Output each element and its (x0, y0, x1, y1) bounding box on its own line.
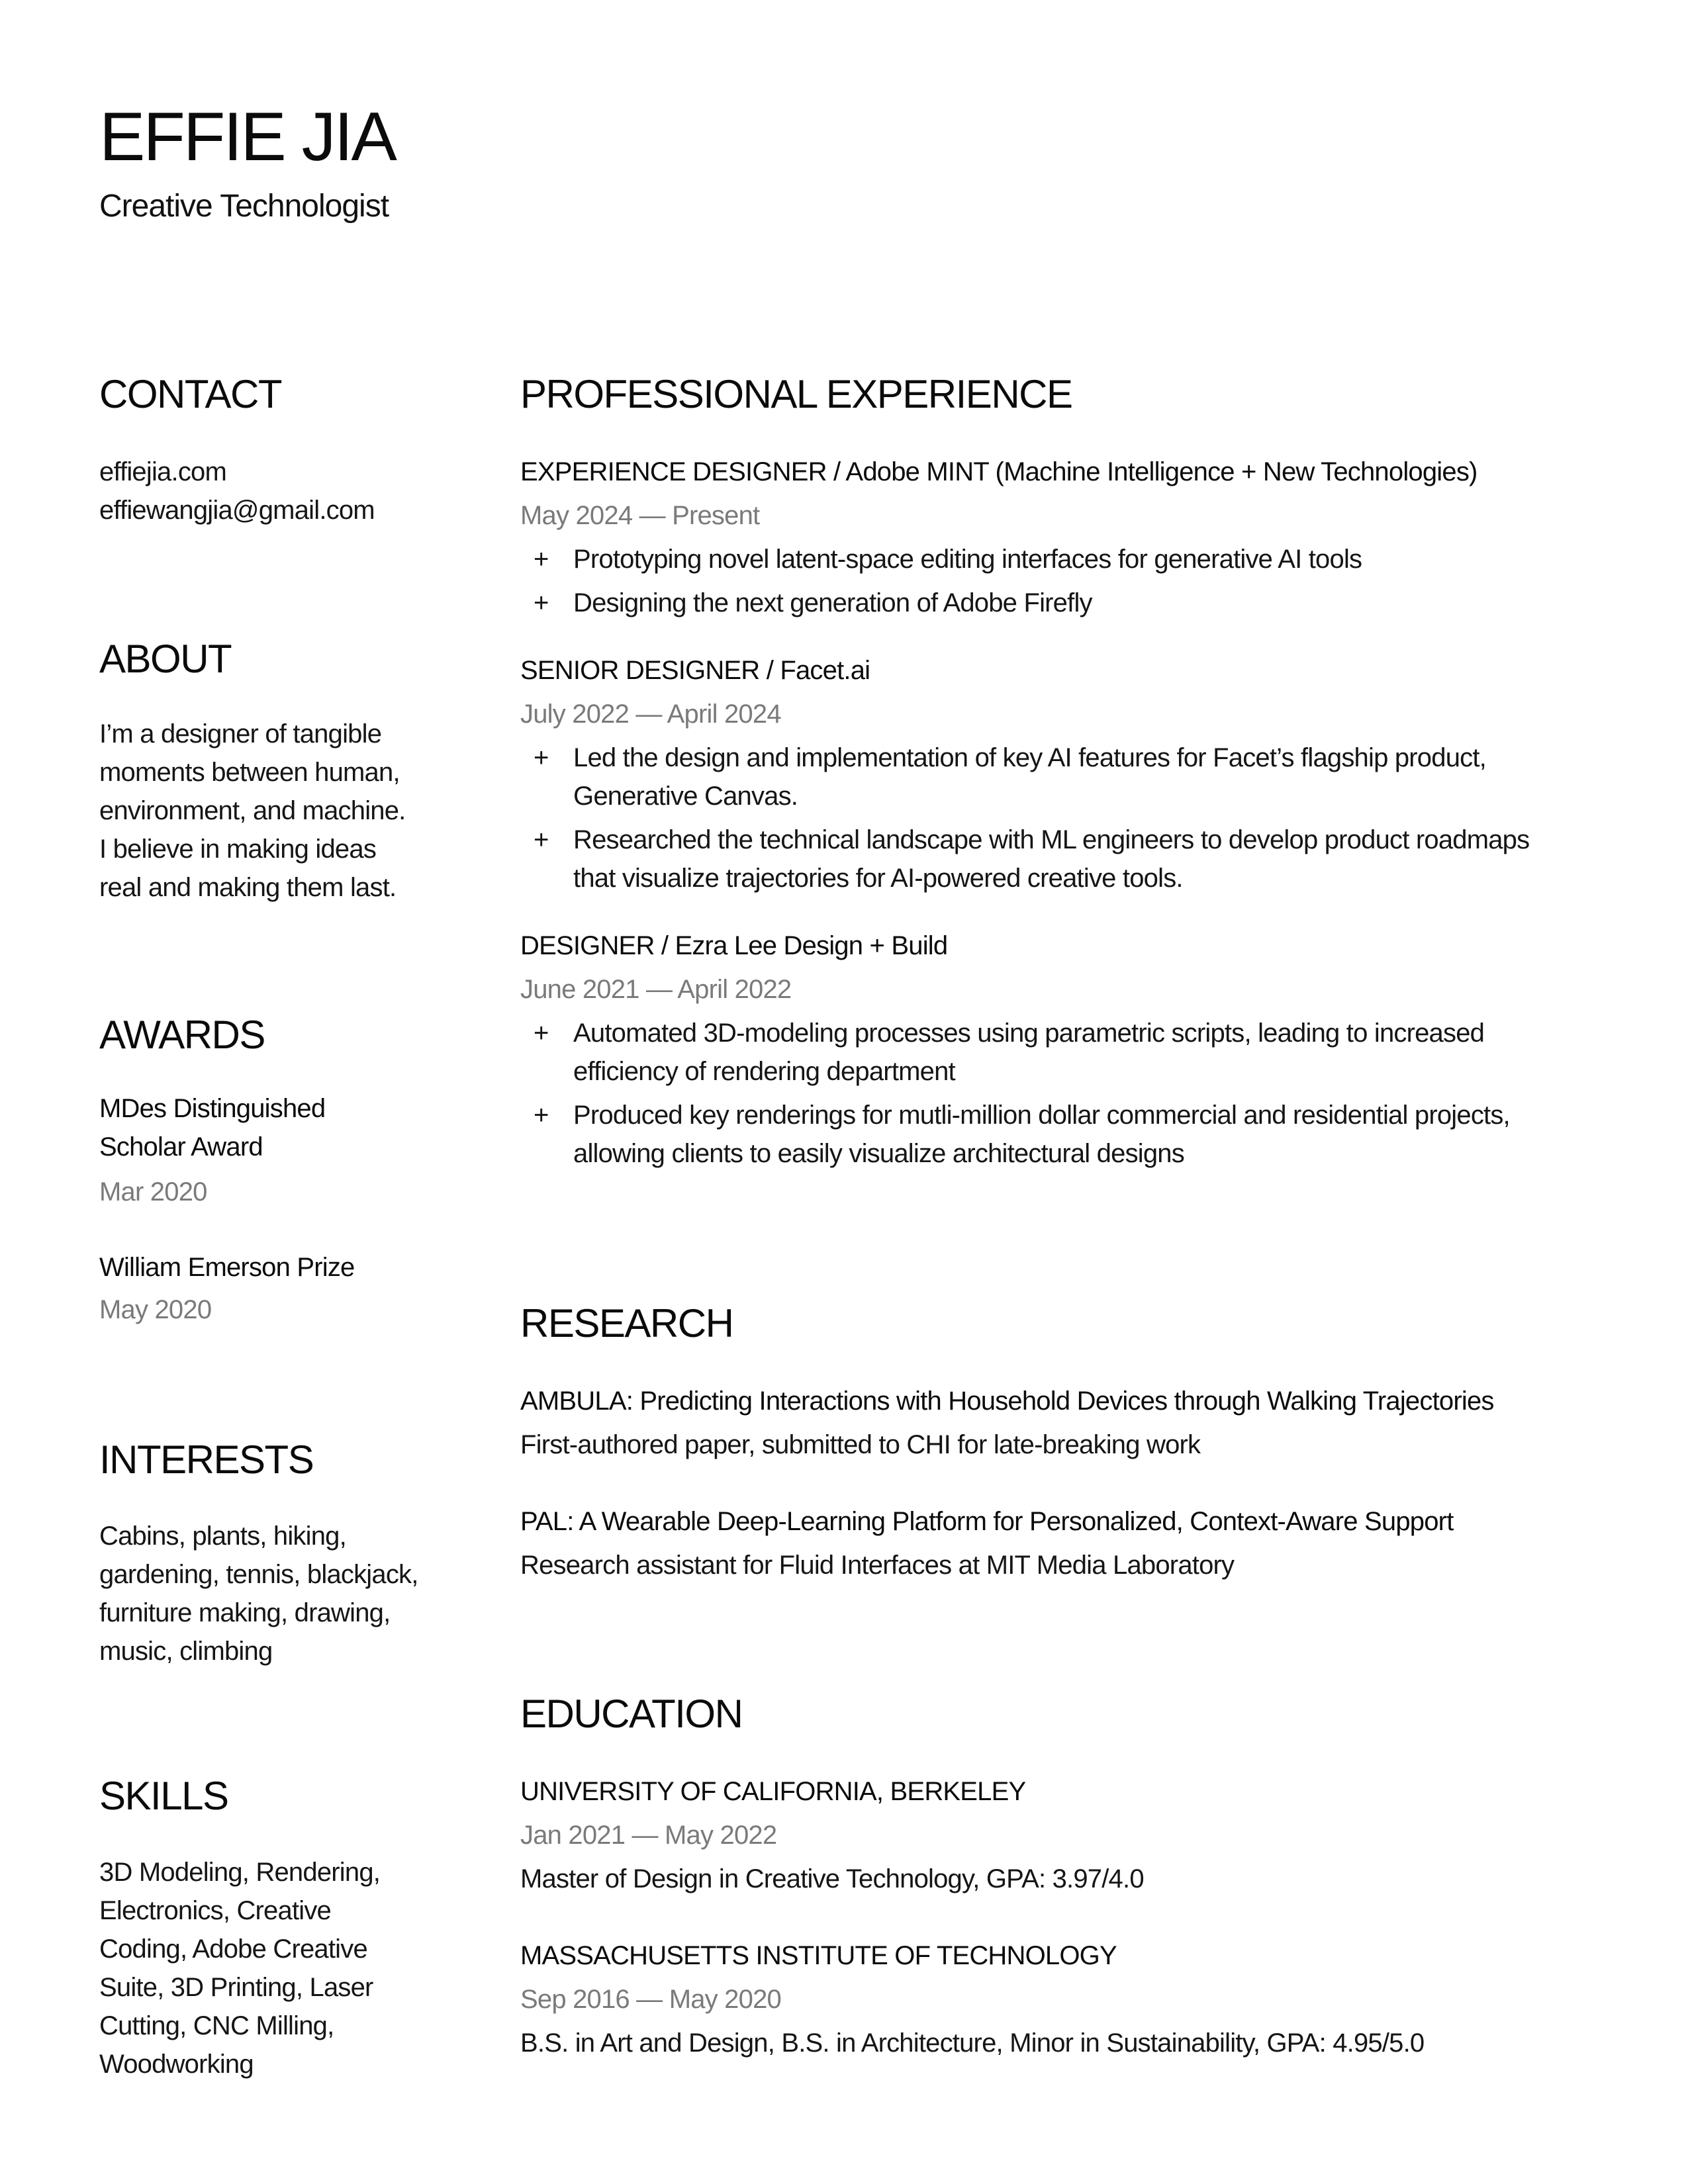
research-item (520, 1382, 1593, 1464)
experience-heading: PROFESSIONAL EXPERIENCE (520, 372, 1072, 416)
skills-line: Suite, 3D Printing, Laser (99, 1973, 373, 2002)
bullet-text: Produced key renderings for mutli-million dollar commercial and residential projects, (573, 1101, 1510, 1130)
education-dates: Jan 2021 — May 2022 (520, 1821, 777, 1850)
job-entry (520, 927, 1593, 1173)
bullet-text: Prototyping novel latent-space editing interfaces for generative AI tools (573, 545, 1362, 574)
skills-line: Woodworking (99, 2050, 254, 2079)
award-item (99, 1089, 444, 1211)
bullet-text: efficiency of rendering department (573, 1057, 955, 1086)
job-bullet (520, 821, 1593, 897)
interests-section (99, 1437, 444, 1670)
research-item (520, 1502, 1593, 1584)
award-name: Scholar Award (99, 1132, 263, 1161)
bullet-text: that visualize trajectories for AI-powered creative tools. (573, 864, 1183, 893)
about-line: environment, and machine. (99, 796, 406, 825)
job-role: EXPERIENCE DESIGNER (520, 457, 827, 486)
education-school: UNIVERSITY OF CALIFORNIA, BERKELEY (520, 1777, 1026, 1806)
interests-heading: INTERESTS (99, 1437, 314, 1482)
interests-line: Cabins, plants, hiking, (99, 1522, 346, 1551)
job-dates: July 2022 — April 2024 (520, 700, 781, 729)
bullet-text: Generative Canvas. (573, 782, 798, 811)
awards-section (99, 1015, 444, 1329)
award-item (99, 1248, 444, 1329)
resume-name: EFFIE JIA (99, 99, 395, 175)
about-line: moments between human, (99, 758, 400, 787)
job-bullet (520, 540, 1593, 578)
research-desc: Research assistant for Fluid Interfaces at MIT Media Laboratory (520, 1551, 1235, 1580)
email-link[interactable]: effiewangjia@gmail.com (99, 496, 375, 525)
job-bullet (520, 584, 1593, 622)
job-company: / Facet.ai (759, 656, 870, 685)
research-section (520, 1301, 1593, 1584)
job-entry (520, 453, 1593, 622)
research-desc: First-authored paper, submitted to CHI for late-breaking work (520, 1430, 1201, 1459)
website-link[interactable]: effiejia.com (99, 457, 226, 486)
education-degree: Master of Design in Creative Technology, GPA: 3.97/4.0 (520, 1864, 1144, 1893)
skills-line: 3D Modeling, Rendering, (99, 1858, 381, 1887)
skills-line: Electronics, Creative (99, 1896, 331, 1925)
job-entry (520, 651, 1593, 897)
award-date: May 2020 (99, 1295, 212, 1324)
job-dates: June 2021 — April 2022 (520, 975, 792, 1004)
experience-section (520, 372, 1593, 1178)
skills-text (99, 1853, 444, 2083)
education-heading: EDUCATION (520, 1692, 743, 1736)
education-dates: Sep 2016 — May 2020 (520, 1985, 781, 2014)
award-name: MDes Distinguished (99, 1094, 326, 1123)
job-dates: May 2024 — Present (520, 501, 760, 530)
interests-line: furniture making, drawing, (99, 1598, 391, 1627)
education-school: MASSACHUSETTS INSTITUTE OF TECHNOLOGY (520, 1941, 1117, 1970)
plus-icon: + (534, 1101, 549, 1130)
plus-icon: + (534, 545, 549, 574)
job-title (520, 453, 1593, 491)
contact-heading: CONTACT (99, 372, 282, 416)
about-line: I’m a designer of tangible (99, 719, 382, 749)
education-item (520, 1772, 1593, 1898)
job-bullet (520, 1096, 1593, 1173)
award-name: William Emerson Prize (99, 1253, 355, 1282)
about-line: I believe in making ideas (99, 835, 377, 864)
bullet-text: Designing the next generation of Adobe Firefly (573, 588, 1092, 617)
education-item (520, 1936, 1593, 2062)
about-text (99, 715, 444, 907)
about-line: real and making them last. (99, 873, 397, 902)
skills-section (99, 1776, 444, 2083)
job-role: DESIGNER (520, 931, 655, 960)
bullet-text: Led the design and implementation of key AI features for Facet’s flagship product, (573, 743, 1486, 772)
skills-line: Cutting, CNC Milling, (99, 2011, 334, 2040)
job-bullet (520, 739, 1593, 815)
skills-line: Coding, Adobe Creative (99, 1934, 367, 1964)
bullet-text: Automated 3D-modeling processes using parametric scripts, leading to increased (573, 1019, 1485, 1048)
plus-icon: + (534, 588, 549, 617)
interests-line: gardening, tennis, blackjack, (99, 1560, 418, 1589)
interests-text (99, 1517, 444, 1670)
research-title: PAL: A Wearable Deep-Learning Platform for Personalized, Context-Aware Support (520, 1507, 1454, 1536)
job-company: / Adobe MINT (Machine Intelligence + New Technologies) (826, 457, 1477, 486)
bullet-text: Researched the technical landscape with ML engineers to develop product roadmaps (573, 825, 1530, 854)
plus-icon: + (534, 1019, 549, 1048)
job-role: SENIOR DESIGNER (520, 656, 760, 685)
plus-icon: + (534, 743, 549, 772)
job-company: / Ezra Lee Design + Build (654, 931, 948, 960)
resume-title: Creative Technologist (99, 189, 389, 224)
about-heading: ABOUT (99, 637, 232, 681)
education-degree: B.S. in Art and Design, B.S. in Architecture, Minor in Sustainability, GPA: 4.95/5.0 (520, 2028, 1425, 2058)
plus-icon: + (534, 825, 549, 854)
job-title (520, 927, 1593, 965)
about-section (99, 639, 444, 907)
bullet-text: allowing clients to easily visualize architectural designs (573, 1139, 1184, 1168)
contact-section (99, 372, 444, 529)
education-section (520, 1694, 1593, 2062)
interests-line: music, climbing (99, 1637, 273, 1666)
awards-heading: AWARDS (99, 1013, 265, 1057)
job-title (520, 651, 1593, 690)
research-title: AMBULA: Predicting Interactions with Household Devices through Walking Trajectories (520, 1387, 1494, 1416)
skills-heading: SKILLS (99, 1774, 228, 1818)
job-bullet (520, 1014, 1593, 1091)
research-heading: RESEARCH (520, 1301, 733, 1345)
award-date: Mar 2020 (99, 1177, 207, 1206)
